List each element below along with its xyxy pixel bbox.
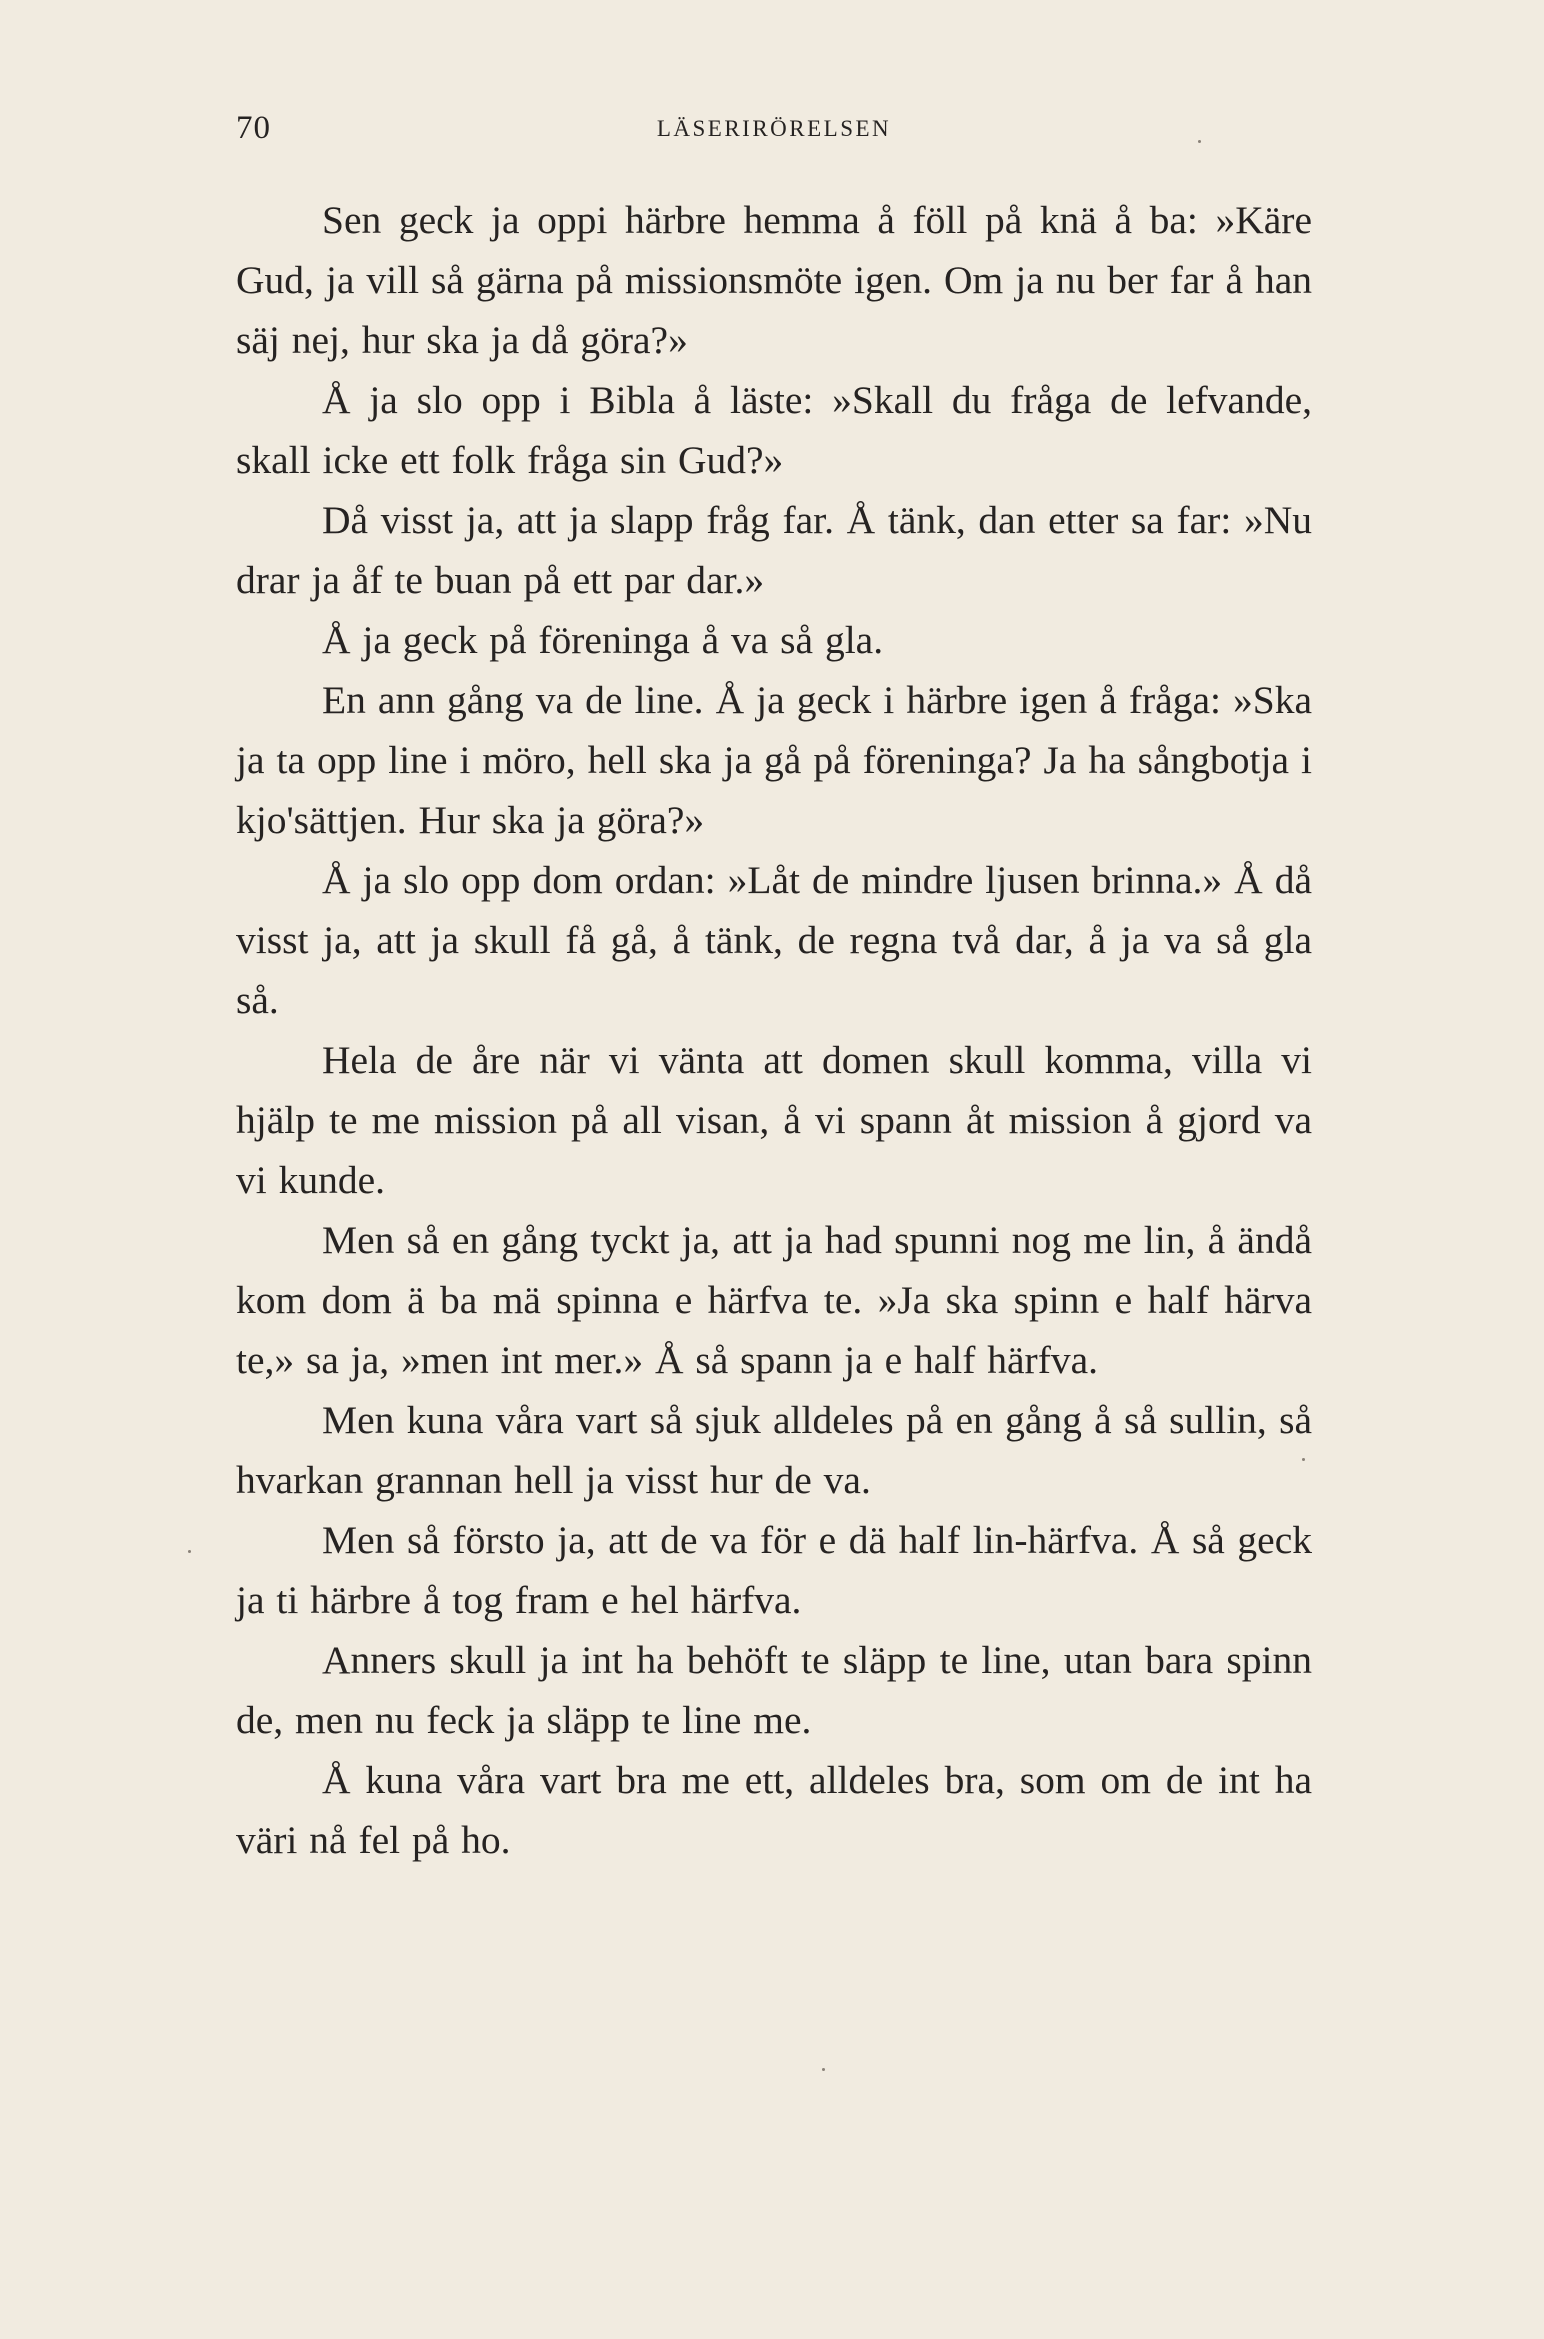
paper-speck	[1302, 1458, 1305, 1461]
paragraph: Hela de åre när vi vänta att domen skull komma, villa vi hjälp te me mission på all visan, å vi spann åt mission å gjord va vi kunde.	[236, 1038, 1312, 1202]
paragraph: Men så en gång tyckt ja, att ja had spunni nog me lin, å ändå kom dom ä ba mä spinna e härfva te. »Ja ska spinn e half härva te,» sa ja, »men int mer.» Å så spann ja e half härfva.	[236, 1218, 1312, 1382]
page-number: 70	[236, 110, 271, 146]
running-title: LÄSERIRÖRELSEN	[656, 116, 892, 141]
paragraph: Å kuna våra vart bra me ett, alldeles bra, som om de int ha väri nå fel på ho.	[236, 1758, 1312, 1862]
paragraph: Å ja slo opp dom ordan: »Låt de mindre ljusen brinna.» Å då visst ja, att ja skull få gå, å tänk, de regna två dar, å ja va så gla så.	[236, 858, 1312, 1022]
paragraph: Men så försto ja, att de va för e dä half lin-härfva. Å så geck ja ti härbre å tog fram e hel härfva.	[236, 1518, 1312, 1622]
running-head	[236, 110, 1312, 160]
paragraph: Anners skull ja int ha behöft te släpp te line, utan bara spinn de, men nu feck ja släpp te line me.	[236, 1638, 1312, 1742]
paper-speck	[1198, 140, 1201, 143]
paper-speck	[822, 2068, 825, 2071]
paper-speck	[188, 1550, 191, 1553]
paragraph: Då visst ja, att ja slapp fråg far. Å tänk, dan etter sa far: »Nu drar ja åf te buan på ett par dar.»	[236, 498, 1312, 602]
paragraph: Sen geck ja oppi härbre hemma å föll på knä å ba: »Käre Gud, ja vill så gärna på missionsmöte igen. Om ja nu ber far å han säj nej, hur ska ja då göra?»	[236, 198, 1312, 362]
paragraph: Men kuna våra vart så sjuk alldeles på en gång å så sullin, så hvarkan grannan hell ja visst hur de va.	[236, 1398, 1312, 1502]
paragraph: Å ja slo opp i Bibla å läste: »Skall du fråga de lefvande, skall icke ett folk fråga sin Gud?»	[236, 378, 1312, 482]
body-text	[236, 190, 1312, 1870]
paragraph: Å ja geck på föreninga å va så gla.	[322, 618, 884, 662]
paragraph: En ann gång va de line. Å ja geck i härbre igen å fråga: »Ska ja ta opp line i möro, hell ska ja gå på föreninga? Ja ha sångbotja i kjo'sättjen. Hur ska ja göra?»	[236, 678, 1312, 842]
